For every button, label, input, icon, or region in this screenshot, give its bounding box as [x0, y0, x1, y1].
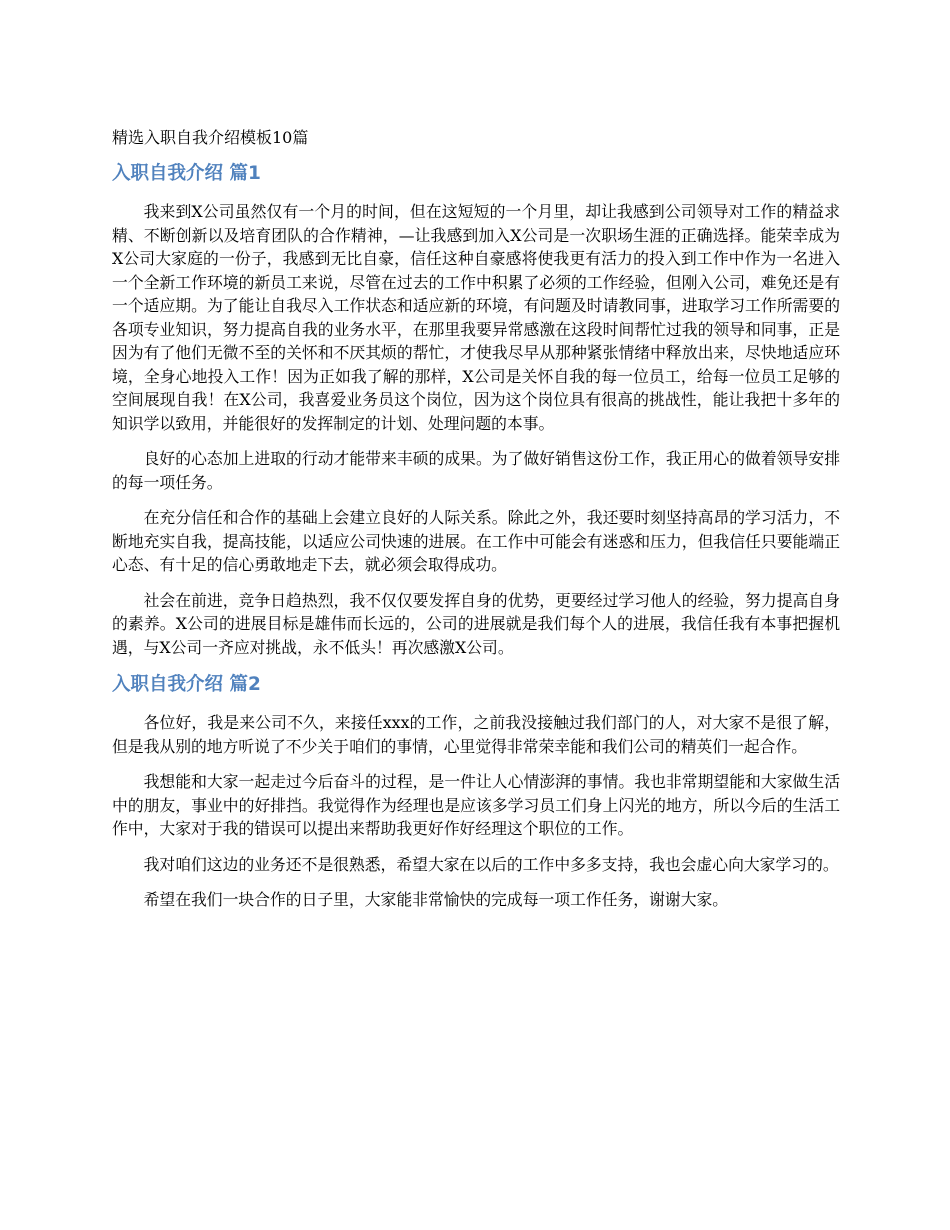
- paragraph: 社会在前进，竞争日趋热烈，我不仅仅要发挥自身的优势，更要经过学习他人的经验，努力提高自身的素养。X公司的进展目标是雄伟而长远的，公司的进展就是我们每个人的进展，我信任我有本事把握机遇，与X公司一齐应对挑战，永不低头！再次感激X公司。: [112, 590, 840, 657]
- document-page: [112, 118, 840, 924]
- section-1: [112, 160, 840, 659]
- section-body: [112, 200, 840, 659]
- paragraph: 我对咱们这边的业务还不是很熟悉，希望大家在以后的工作中多多支持，我也会虚心向大家学习的。: [143, 854, 839, 874]
- paragraph: 在充分信任和合作的基础上会建立良好的人际关系。除此之外，我还要时刻坚持高昂的学习活力，不断地充实自我，提高技能，以适应公司快速的进展。在工作中可能会有迷惑和压力，但我信任只要能端正心态、有十足的信心勇敢地走下去，就必须会取得成功。: [112, 508, 840, 574]
- paragraph: 各位好，我是来公司不久，来接任xxx的工作，之前我没接触过我们部门的人，对大家不是很了解，但是我从别的地方听说了不少关于咱们的事情，心里觉得非常荣幸能和我们公司的精英们一起合作。: [112, 713, 840, 756]
- section-2: [112, 671, 840, 912]
- paragraph: 希望在我们一块合作的日子里，大家能非常愉快的完成每一项工作任务，谢谢大家。: [143, 890, 729, 909]
- document-title: 精选入职自我介绍模板10篇: [112, 128, 309, 147]
- paragraph: 我想能和大家一起走过今后奋斗的过程，是一件让人心情澎湃的事情。我也非常期望能和大家做生活中的朋友，事业中的好排挡。我觉得作为经理也是应该多学习员工们身上闪光的地方，所以今后的生活工作中，大家对于我的错误可以提出来帮助我更好作好经理这个职位的工作。: [112, 772, 840, 838]
- paragraph: 我来到X公司虽然仅有一个月的时间，但在这短短的一个月里，却让我感到公司领导对工作的精益求精、不断创新以及培育团队的合作精神，—让我感到加入X公司是一次职场生涯的正确选择。能荣幸成为X公司大家庭的一份子，我感到无比自豪，信任这种自豪感将使我更有活力的投入到工作中作为一名进入一个全新工作环境的新员工来说，尽管在过去的工作中积累了必须的工作经验，但刚入公司，难免还是有一个适应期。为了能让自我尽入工作状态和适应新的环境，有问题及时请教同事，进取学习工作所需要的各项专业知识，努力提高自我的业务水平，在那里我要异常感激在这段时间帮忙过我的领导和同事，正是因为有了他们无微不至的关怀和不厌其烦的帮忙，才使我尽早从那种紧张情绪中释放出来，尽快地适应环境，全身心地投入工作！因为正如我了解的那样，X公司是关怀自我的每一位员工，给每一位员工足够的空间展现自我！在X公司，我喜爱业务员这个岗位，因为这个岗位具有很高的挑战性，能让我把十多年的知识学以致用，并能很好的发挥制定的计划、处理问题的本事。: [112, 202, 840, 433]
- section-heading: 入职自我介绍 篇2: [112, 674, 261, 695]
- paragraph: 良好的心态加上进取的行动才能带来丰硕的成果。为了做好销售这份工作，我正用心的做着领导安排的每一项任务。: [112, 449, 840, 492]
- section-heading: 入职自我介绍 篇1: [112, 163, 261, 184]
- section-body: [112, 711, 840, 912]
